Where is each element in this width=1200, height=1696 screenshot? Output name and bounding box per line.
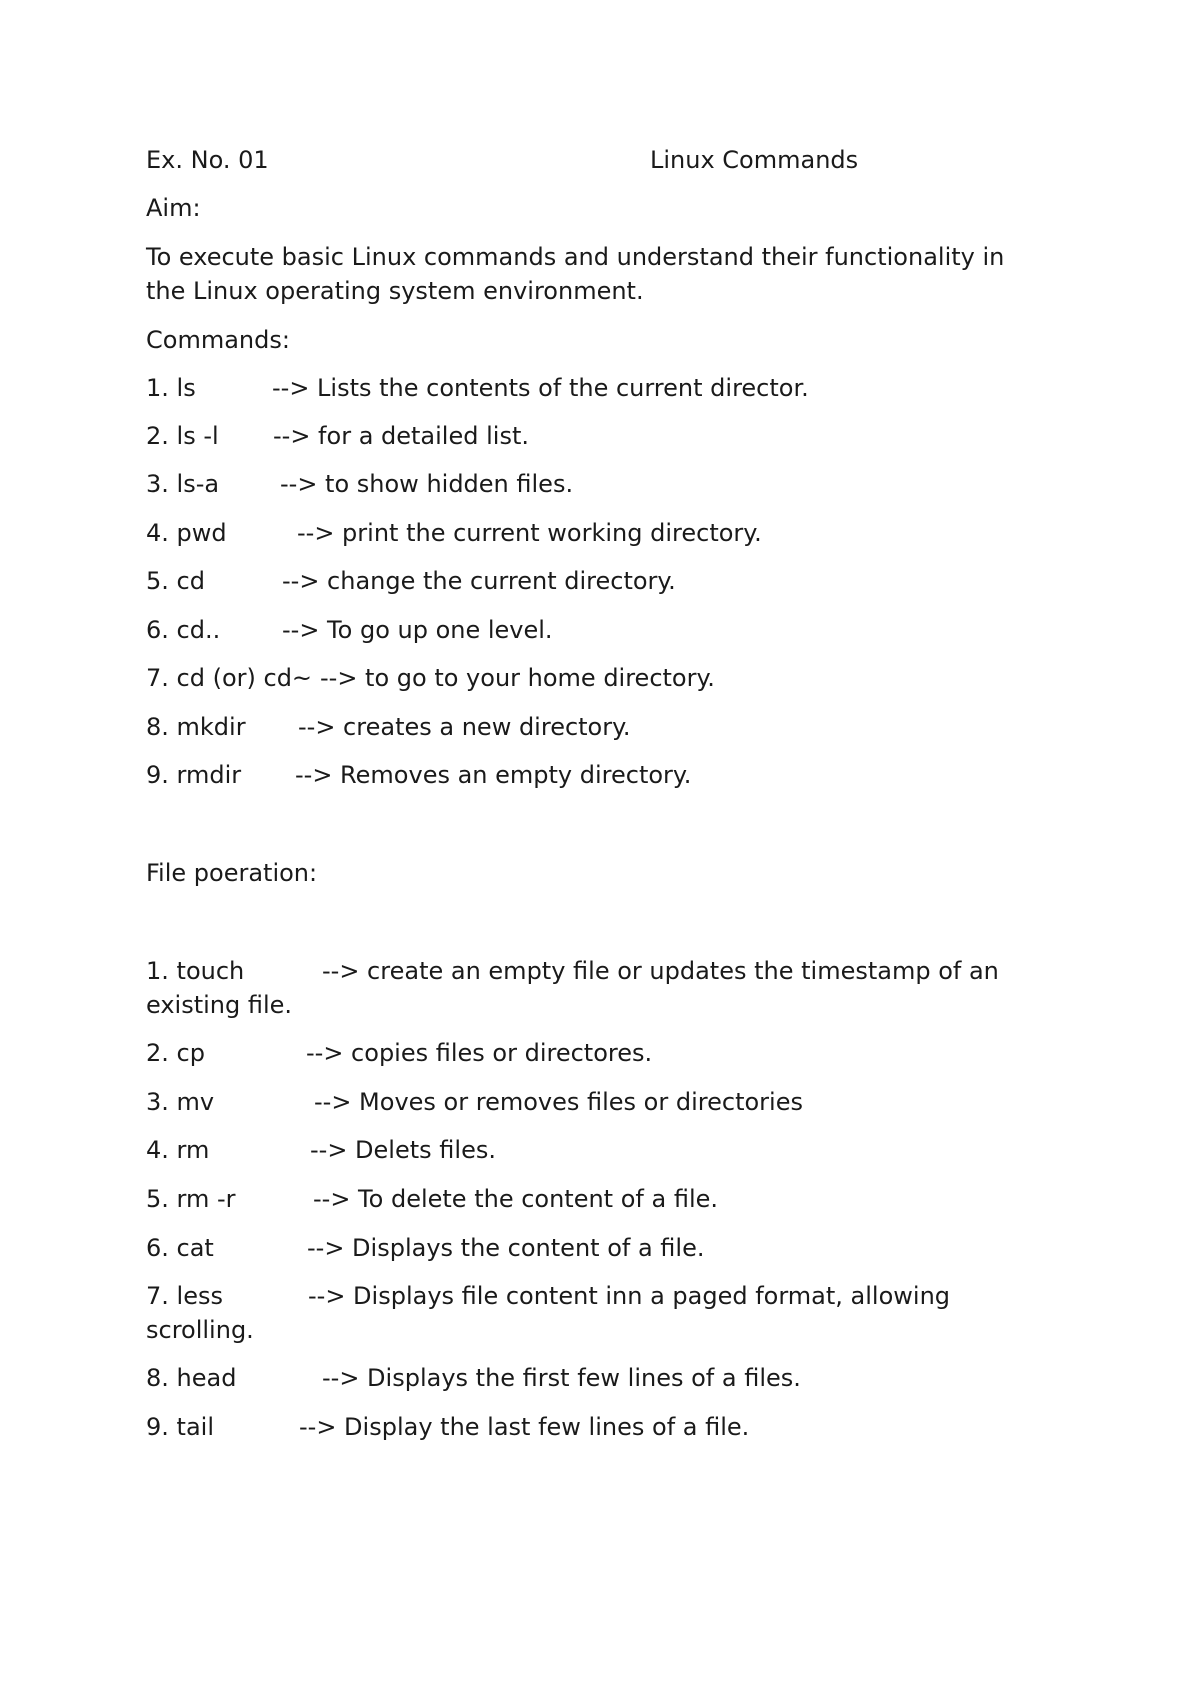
file-command-item: [146, 1087, 803, 1117]
command-name: 9. rmdir: [146, 761, 242, 789]
command-description: --> To delete the content of a file.: [313, 1185, 718, 1213]
command-name: 6. cat: [146, 1234, 214, 1262]
command-description: --> Delets files.: [310, 1136, 496, 1164]
command-item: [146, 373, 809, 403]
file-command-item: [146, 1412, 750, 1442]
file-operation-label: File poeration:: [146, 859, 318, 887]
command-description: --> creates a new directory.: [298, 713, 631, 741]
command-item: [146, 712, 631, 742]
command-name: 5. cd: [146, 567, 205, 595]
file-command-item: [146, 1363, 801, 1393]
aim-label: Aim:: [146, 194, 201, 222]
command-description: --> Displays the content of a file.: [307, 1234, 705, 1262]
commands-label: Commands:: [146, 326, 290, 354]
command-description: --> Lists the contents of the current director.: [272, 374, 809, 402]
command-name: 4. rm: [146, 1136, 210, 1164]
command-description: --> Displays file content inn a paged format, allowing scrolling.: [146, 1282, 951, 1344]
command-name: 9. tail: [146, 1413, 214, 1441]
command-item: [146, 663, 715, 693]
exercise-number: Ex. No. 01: [146, 146, 269, 174]
command-item: [146, 469, 574, 499]
command-description: --> copies files or directores.: [306, 1039, 653, 1067]
file-command-item: [146, 1233, 705, 1263]
command-description: --> change the current directory.: [282, 567, 676, 595]
command-description: --> Moves or removes files or directories: [314, 1088, 803, 1116]
file-command-item: [146, 1184, 718, 1214]
command-description: --> print the current working directory.: [297, 519, 762, 547]
document-title: Linux Commands: [650, 146, 859, 174]
command-name: 2. cp: [146, 1039, 205, 1067]
command-item: [146, 615, 553, 645]
command-name: 5. rm -r: [146, 1185, 236, 1213]
command-description: --> To go up one level.: [282, 616, 553, 644]
command-name: 4. pwd: [146, 519, 227, 547]
command-item: [146, 421, 529, 451]
command-description: --> Removes an empty directory.: [295, 761, 692, 789]
aim-text: To execute basic Linux commands and understand their functionality in the Linux operating system environment.: [146, 243, 1005, 305]
command-item: [146, 760, 692, 790]
command-name: 1. touch: [146, 957, 245, 985]
command-name: 7. less: [146, 1282, 223, 1310]
file-command-item: [146, 1038, 653, 1068]
command-name: 8. mkdir: [146, 713, 246, 741]
command-description: --> create an empty file or updates the timestamp of an existing file.: [146, 957, 999, 1019]
command-name: 6. cd..: [146, 616, 221, 644]
command-name: 7. cd (or) cd~: [146, 664, 313, 692]
command-description: --> to show hidden files.: [280, 470, 574, 498]
file-command-item: [146, 954, 1046, 1022]
file-command-item: [146, 1135, 496, 1165]
command-name: 3. ls-a: [146, 470, 220, 498]
command-description: --> to go to your home directory.: [320, 664, 715, 692]
command-description: --> for a detailed list.: [273, 422, 529, 450]
command-description: --> Displays the first few lines of a files.: [322, 1364, 801, 1392]
file-command-item: [146, 1279, 1046, 1347]
command-name: 1. ls: [146, 374, 196, 402]
command-name: 8. head: [146, 1364, 237, 1392]
command-name: 3. mv: [146, 1088, 215, 1116]
command-item: [146, 518, 762, 548]
command-description: --> Display the last few lines of a file.: [299, 1413, 750, 1441]
command-item: [146, 566, 676, 596]
command-name: 2. ls -l: [146, 422, 219, 450]
